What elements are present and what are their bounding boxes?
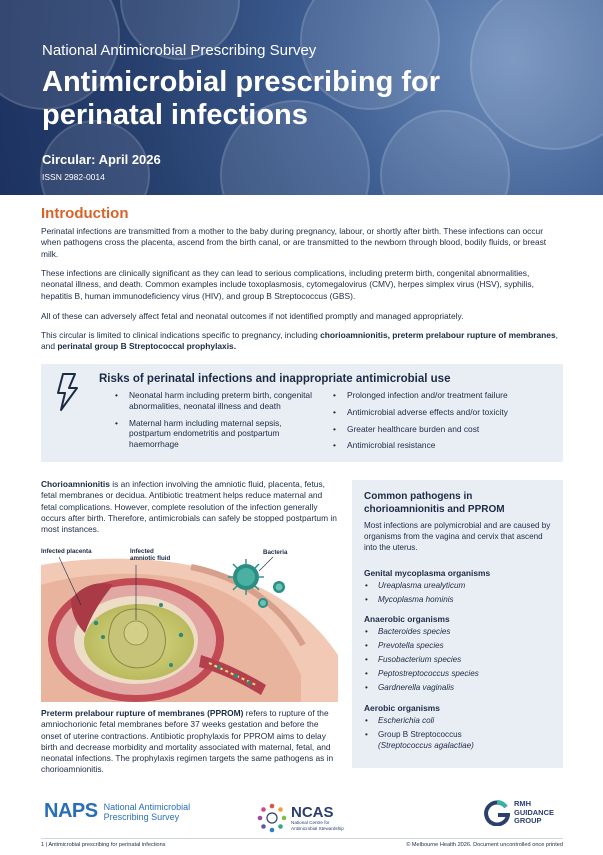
ncas-logo	[257, 803, 344, 833]
list-item: • Peptostreptococcus species	[364, 669, 479, 680]
list-item: • Prolonged infection and/or treatment failure	[331, 390, 556, 401]
perinatal-infection-illustration	[41, 545, 338, 702]
risks-title: Risks of perinatal infections and inappropriate antimicrobial use	[99, 373, 451, 385]
circular-date: Circular: April 2026	[42, 152, 161, 167]
ncas-mark: NCAS	[291, 804, 334, 821]
uterus-illustration	[41, 545, 338, 702]
footer-divider	[41, 838, 563, 839]
common-pathogens-panel	[352, 480, 563, 768]
list-item: • Neonatal harm including preterm birth, congenital abnormalities, neonatal illness and death	[113, 390, 318, 412]
intro-paragraph-2: These infections are clinically significant as they can lead to serious complications, including preterm birth, congenital abnormalities, neonatal illness, and death. Common examples include toxoplasmosis, cytomegalovirus (CMV), herpes simplex virus (HSV), syphilis, hepatitis B, human immunodeficiency virus (HIV), and group B Streptococcus (GBS).	[41, 268, 534, 301]
list-item: • Maternal harm including maternal sepsis, postpartum endometritis and postpartum haemorrhage	[113, 418, 318, 450]
chorioamnionitis-paragraph: Chorioamnionitis is an infection involving the amniotic fluid, placenta, fetus, fetal membranes or decidua. Antibiotic treatment helps reduce maternal and fetal complications. However, complete resolution of the infection generally occurs after birth. Therefore, antimicrobials can safely be stopped postpartum in most instances.	[41, 479, 337, 535]
pathogens-title: Common pathogens in chorioamnionitis and PPROM	[364, 491, 505, 515]
list-item: • Mycoplasma hominis	[364, 595, 465, 606]
rmh-g-icon	[484, 800, 510, 826]
label-infected-placenta: Infected placenta	[41, 548, 92, 555]
issn: ISSN 2982-0014	[42, 172, 105, 182]
intro-paragraph-1: Perinatal infections are transmitted from a mother to the baby during pregnancy, labour, or shortly after birth. These infections can occur when pathogens cross the placenta, ascend from the birth canal, or are transmitted to the newborn through blood, bodily fluids, or breast milk.	[41, 226, 547, 259]
naps-text: National Antimicrobial Prescribing Survey	[103, 801, 191, 822]
naps-mark: NAPS	[44, 800, 98, 822]
footer-copyright: © Melbourne Health 2026. Document uncontrolled once printed	[406, 842, 563, 848]
rmh-text: RMH GUIDANCE GROUP	[514, 799, 555, 826]
introduction-heading: Introduction	[41, 205, 129, 222]
pprom-paragraph: Preterm prelabour rupture of membranes (PPROM) refers to rupture of the amniochorionic fetal membranes before 37 weeks gestation and before the onset of uterine contractions. Antibiotic prophylaxis for PPROM aims to delay birth and decrease morbidity and mortality associated with maternal, fetal, and neonatal infections. The prophylaxis regimen targets the same pathogens as in chorioamnionitis.	[41, 708, 334, 775]
list-item: • Greater healthcare burden and cost	[331, 424, 556, 435]
risks-list-left	[113, 390, 318, 456]
label-bacteria: Bacteria	[263, 549, 288, 556]
group-heading-anaerobic: Anaerobic organisms	[364, 614, 450, 624]
footer-page-info: 1 | Antimicrobial prescribing for perinatal infections	[41, 842, 166, 848]
header-banner	[0, 0, 603, 195]
ncas-sub-2: Antimicrobial Stewardship	[291, 825, 344, 831]
ncas-ring-icon	[257, 803, 287, 833]
list-item: • Ureaplasma urealyticum	[364, 581, 465, 592]
risks-list-right	[331, 390, 556, 457]
list-item: • Antimicrobial resistance	[331, 440, 556, 451]
group-heading-mycoplasma: Genital mycoplasma organisms	[364, 568, 491, 578]
survey-name: National Antimicrobial Prescribing Survey	[42, 42, 317, 59]
anaerobic-list	[364, 627, 479, 697]
aerobic-list	[364, 716, 474, 755]
rmh-guidance-logo	[484, 800, 554, 826]
naps-logo	[44, 800, 190, 823]
lightning-bolt-icon	[53, 372, 81, 412]
group-heading-aerobic: Aerobic organisms	[364, 703, 440, 713]
list-item: • Prevotella species	[364, 641, 479, 652]
intro-paragraph-4: This circular is limited to clinical indications specific to pregnancy, including chorioamnionitis, preterm prelabour rupture of membranes, and perinatal group B Streptococcal prophylaxis.	[41, 330, 558, 352]
list-item: • Gardnerella vaginalis	[364, 683, 479, 694]
pathogens-intro: Most infections are polymicrobial and are caused by organisms from the vagina and cervix that ascend into the uterus.	[364, 521, 551, 552]
list-item-gbs: • Group B Streptococcus (Streptococcus agalactiae)	[364, 730, 474, 751]
page-title: Antimicrobial prescribing for perinatal infections	[42, 66, 440, 131]
list-item: • Fusobacterium species	[364, 655, 479, 666]
intro-paragraph-3: All of these can adversely affect fetal and neonatal outcomes if not identified promptly and managed appropriately.	[41, 311, 464, 321]
risks-panel	[41, 364, 563, 462]
mycoplasma-list	[364, 581, 465, 609]
list-item: • Escherichia coli	[364, 716, 474, 727]
ncas-sub-1: National Centre for	[291, 820, 330, 825]
list-item: • Bacteroides species	[364, 627, 479, 638]
label-infected-amniotic-fluid: Infected amniotic fluid	[130, 548, 171, 562]
list-item: • Antimicrobial adverse effects and/or toxicity	[331, 407, 556, 418]
